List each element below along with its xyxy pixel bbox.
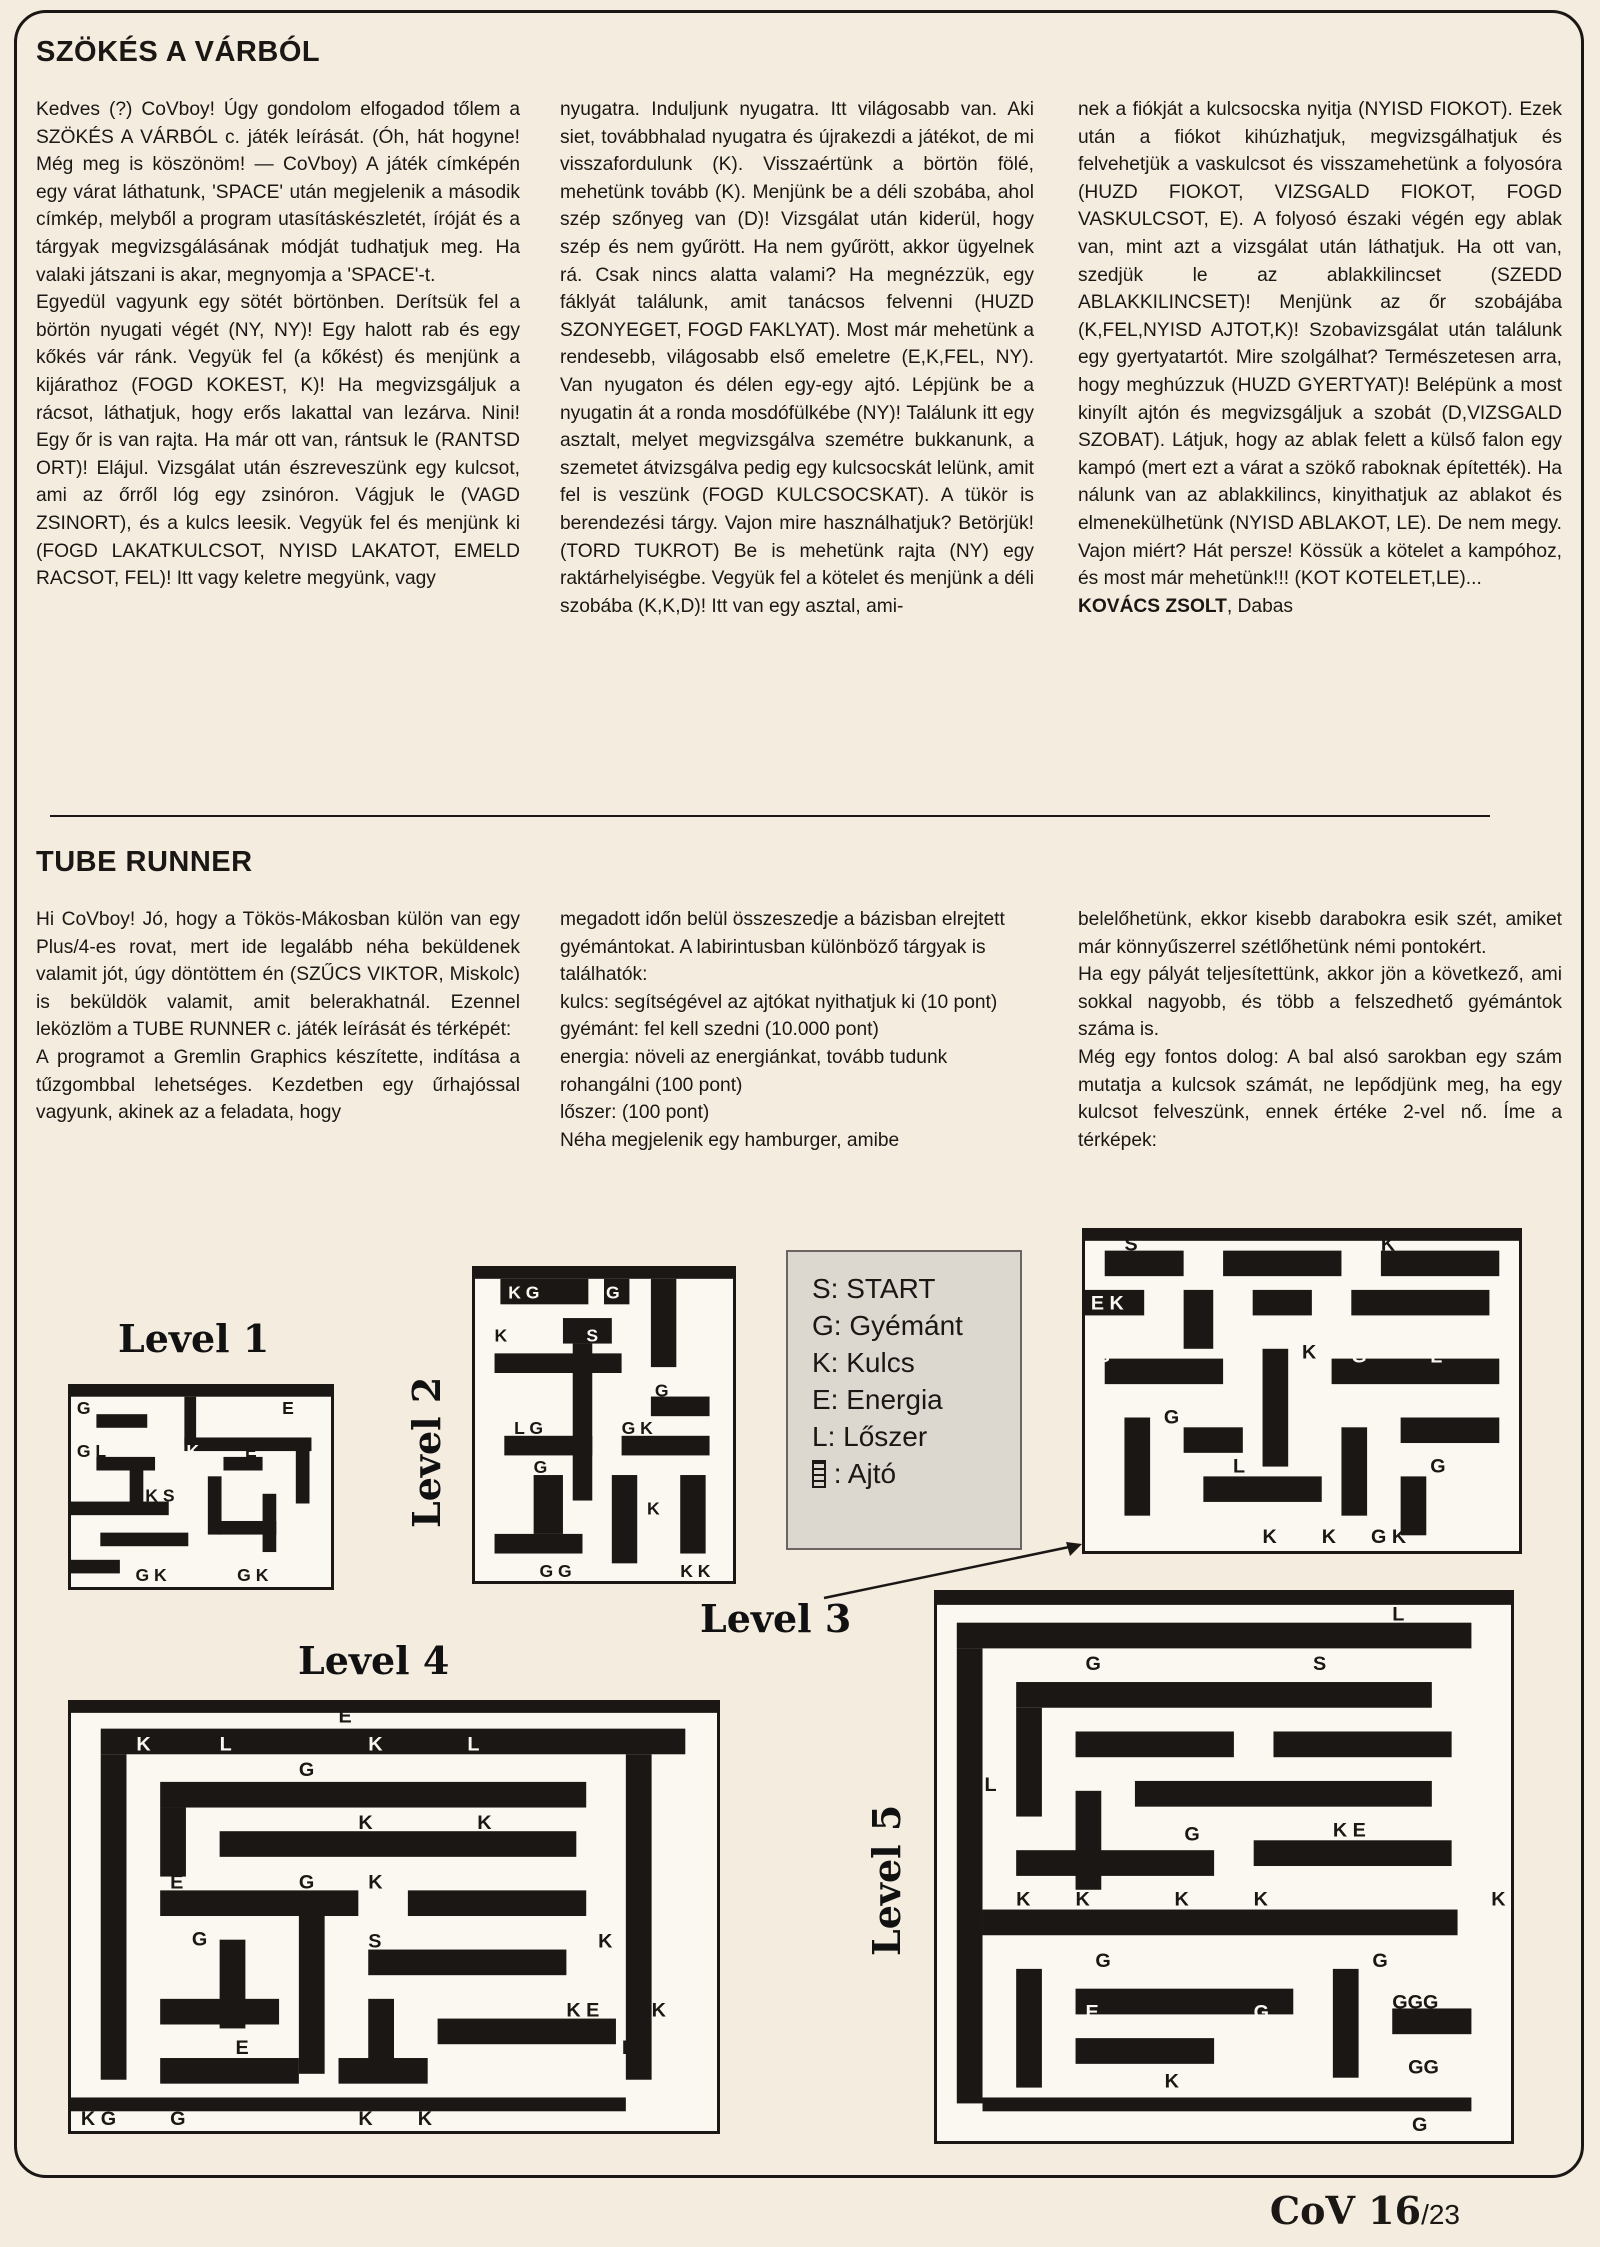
map-legend (786, 1250, 1022, 1550)
level-3-map (1082, 1228, 1522, 1554)
svg-text:S: S (368, 1930, 382, 1953)
legend-key: K: Kulcs (812, 1347, 915, 1378)
svg-text:G: G (1372, 1949, 1388, 1972)
svg-text:G: G (170, 2108, 186, 2131)
svg-text:K K: K K (680, 1561, 711, 1581)
author-place: , Dabas (1226, 595, 1294, 617)
svg-text:L: L (1430, 1345, 1443, 1368)
article1-column-1 (36, 96, 520, 593)
article1-column-3 (1078, 96, 1562, 620)
svg-text:L: L (219, 1733, 232, 1756)
svg-text:K: K (368, 1871, 383, 1894)
svg-text:G: G (1412, 2114, 1428, 2137)
legend-door: : Ajtó (812, 1455, 1020, 1492)
article1-column-2 (560, 96, 1034, 620)
svg-text:E: E (654, 1282, 667, 1303)
level-4-label: Level 4 (298, 1638, 450, 1683)
svg-text:E: E (244, 1440, 257, 1461)
item-list-entry: gyémánt: fel kell szedni (10.000 pont) (560, 1019, 879, 1041)
svg-text:G L: G L (76, 1440, 107, 1461)
svg-text:E: E (170, 1871, 184, 1894)
level-1-label: Level 1 (118, 1316, 270, 1361)
svg-text:K: K (647, 1498, 660, 1519)
legend-energy: E: Energia (812, 1384, 943, 1415)
svg-text:K: K (1174, 1888, 1189, 1911)
svg-text:S: S (586, 1325, 599, 1346)
svg-text:E: E (282, 1398, 294, 1419)
svg-text:G K: G K (621, 1417, 653, 1438)
svg-text:G: G (1094, 1345, 1111, 1368)
svg-text:K G: K G (508, 1282, 540, 1303)
svg-text:G K: G K (135, 1565, 167, 1586)
legend-ammo: L: Lőszer (812, 1421, 928, 1452)
level-5-map (934, 1590, 1514, 2144)
svg-text:E: E (1292, 1294, 1306, 1317)
level-2-map (472, 1266, 736, 1584)
article-title-szokes: SZÖKÉS A VÁRBÓL (36, 36, 321, 68)
svg-text:E K: E K (1090, 1292, 1124, 1315)
paragraph: Ha egy pályát teljesítettünk, akkor jön a következő, ami sokkal nagyobb, és több a felszedhető gyémántok száma is. (1078, 964, 1562, 1041)
svg-text:K: K (651, 1999, 666, 2022)
paragraph: nyugatra. Induljunk nyugatra. Itt világosabb van. Aki siet, továbbhalad nyugatra és újrakezdi a játékot, de mi visszafordulunk (K). Visszaértünk a börtön fölé, mehetünk tovább (K). Menjünk be a déli szobába, ahol szép szőnyeg van (D)! Vizsgálat után kiderül, hogy szép és nem gyűrött. Ha nem gyűrött, akkor ügyelnek rá. Csak nincs alatta valami? Ha megnézzük, egy fáklyát találunk, amit tanácsos felvenni (HUZD SZONYEGET, FOGD FAKLYAT). Most már mehetünk a rendesebb, világosabb első emeletre (E,K,FEL, NY). Van nyugaton és délen egy-egy ajtó. Lépjünk be a nyugatin át a ronda mosdófülkébe (NY)! Találunk itt egy asztalt, melyet megvizsgálva szemétre bukkanunk, a szemetet átvizsgálva pedig egy kulcsocskát lelünk, amit fel is veszünk (FOGD KULCSOCSKAT). A tükör is berendezési tárgy. Vajon mire használhatjuk? Betörjük! (TORD TUKROT) Be is mehetünk rajta (NY) egy raktárhelyiségbe. Vegyük fel a kötelet és menjünk a déli szobába (K,K,D)! Itt van egy asztal, ami- (560, 99, 1034, 617)
svg-text:K: K (477, 1812, 492, 1835)
paragraph: Egyedül vagyunk egy sötét börtönben. Derítsük fel a börtön nyugati végét (NY, NY)! Egy halott rab és egy kőkés vár ránk. Vegyük fel (a kőkést) és menjünk a kijárathoz (FOGD KOKEST, K)! Ha megvizsgáljuk a rácsot, láthatjuk, hogy erős lakattal van lezárva. Nini! Egy őr is van rajta. Ha már ott van, rántsuk le (RANTSD ORT)! Elájul. Vizsgálat után észreveszünk egy kulcsot, ami az őrről lóg egy zsinóron. Vágjuk le (VAGD ZSINORT), és a kulcs leesik. Vegyük fel és menjünk ki (FOGD LAKATKULCSOT, NYISD LAKATOT, EMELD RACSOT, FEL)! Itt vagy keletre megyünk, vagy (36, 292, 520, 590)
svg-text:GGG: GGG (1392, 1991, 1439, 2014)
svg-text:G: G (191, 1928, 208, 1951)
legend-start: S: START (812, 1273, 936, 1304)
svg-text:G: G (1351, 1345, 1367, 1368)
paragraph-text: nek a fiókját a kulcsocska nyitja (NYISD FIOKOT). Ezek után a fiókot kihúzhatjuk, megvizsgálhatjuk és felvehetjük a vaskulcsot és visszamehetünk a folyosóra (HUZD FIOKOT, VIZSGALD FIOKOT, FOGD VASKULCSOT, E). A folyosó északi végén egy ablak van, mint azt a vizsgálat után láthatjuk. Ha ott van, szedjük le az ablakkilincset (SZEDD ABLAKKILINCSET)! Menjünk az őr szobájába (K,FEL,NYISD AJTOT,K)! Szobavizsgálat után találunk egy gyertyatartót. Mire szolgálhat? Természetesen arra, hogy meghúzzuk (HUZD GYERTYAT)! Belépünk a most kinyílt ajtón és megvizsgáljuk a szobát (D,VIZSGALD SZOBAT). Látjuk, hogy az ablak felett a külső falon egy kampó (mert ezt a várat a szökő raboknak építették). Ha nálunk van az ablakkilincs, kinyithatjuk az ablakot és elmenekülhetünk (NYISD ABLAKOT, LE). De nem megy. Vajon miért? Hát persze! Kössük a kötelet a kampóhoz, és most már mehetünk!!! (KOT KOTELET,LE)... (1078, 99, 1562, 590)
level-2-label: Level 2 (404, 1376, 449, 1528)
svg-text:K: K (1302, 1341, 1317, 1364)
paragraph (1078, 96, 1562, 620)
page-number: /23 (1421, 2199, 1460, 2230)
level-4-map (68, 1700, 720, 2134)
svg-text:G: G (1085, 1653, 1101, 1676)
magazine-issue: CoV 16 (1269, 2188, 1422, 2233)
svg-text:K: K (621, 2037, 637, 2060)
page-footer (1270, 2188, 1460, 2233)
item-list-entry: lőszer: (100 pont) (560, 1102, 710, 1124)
svg-text:K: K (1164, 2070, 1179, 2093)
level-1-map (68, 1384, 334, 1590)
svg-text:G K: G K (237, 1565, 269, 1586)
paragraph: Néha megjelenik egy hamburger, amibe (560, 1129, 900, 1151)
svg-text:K S: K S (145, 1485, 175, 1506)
svg-text:K: K (358, 2108, 373, 2131)
svg-text:K: K (1075, 1888, 1090, 1911)
svg-text:G: G (1163, 1406, 1180, 1429)
svg-text:G: G (1184, 1823, 1200, 1846)
svg-text:E: E (1085, 2001, 1099, 2024)
svg-text:K: K (1253, 1888, 1268, 1911)
svg-text:G K: G K (1371, 1526, 1407, 1549)
svg-text:K: K (602, 1733, 617, 1756)
paragraph: A programot a Gremlin Graphics készítette, indítása a tűzgombbal lehetséges. Kezdetben egy űrhajóssal vagyunk, akinek az a feladata, hogy (36, 1046, 520, 1124)
paragraph: megadott időn belül összeszedje a bázisban elrejtett gyémántokat. A labirintusban különböző tárgyak is találhatók: (560, 909, 1005, 986)
section-divider (50, 815, 1490, 817)
svg-text:E: E (235, 2037, 249, 2060)
svg-text:GG: GG (1408, 2056, 1439, 2079)
svg-text:K: K (494, 1325, 508, 1346)
svg-text:S: S (1124, 1233, 1138, 1256)
svg-text:K G: K G (80, 2108, 117, 2131)
svg-text:G: G (1430, 1455, 1446, 1478)
article2-column-1 (36, 906, 520, 1127)
article2-column-2 (560, 906, 1034, 1154)
legend-gem: G: Gyémánt (812, 1310, 963, 1341)
svg-text:K: K (417, 2108, 433, 2131)
svg-text:L: L (984, 1773, 997, 1796)
level-3-label: Level 3 (700, 1596, 852, 1641)
svg-text:S: S (1313, 1653, 1327, 1676)
svg-text:E: E (338, 1705, 352, 1728)
svg-text:L: L (1232, 1455, 1245, 1478)
svg-text:K: K (598, 1930, 613, 1953)
article-title-tube-runner: TUBE RUNNER (36, 846, 253, 878)
svg-text:L: L (1392, 1603, 1405, 1626)
svg-text:K: K (1016, 1888, 1031, 1911)
svg-text:G G: G G (539, 1561, 572, 1581)
svg-text:G: G (298, 1759, 315, 1781)
svg-text:G: G (605, 1282, 620, 1303)
svg-text:K: K (1380, 1233, 1396, 1256)
author-name: KOVÁCS ZSOLT (1078, 595, 1227, 617)
item-list-entry: energia: növeli az energiánkat, tovább tudunk rohangálni (100 pont) (560, 1046, 948, 1096)
svg-text:K: K (368, 1733, 383, 1756)
svg-text:L G: L G (514, 1417, 544, 1438)
svg-text:G: G (76, 1398, 91, 1419)
svg-text:K E: K E (1332, 1819, 1366, 1842)
svg-text:K E: K E (566, 1999, 600, 2022)
svg-text:K: K (1491, 1888, 1506, 1911)
svg-text:K: K (136, 1733, 151, 1756)
paragraph: Kedves (?) CoVboy! Úgy gondolom elfogadod tőlem a SZÖKÉS A VÁRBÓL c. játék leírását. (Óh, hát hogyne! Még meg is köszönöm! — CoVboy) A játék címképén egy várat láthatunk, 'SPACE' után megjelenik a második címkép, melyből a program utasításkészletét, íróját és a tárgyak megvizsgálásának módját tudhatjuk meg. Ha valaki játszani is akar, megnyomja a 'SPACE'-t. (36, 99, 520, 286)
svg-text:G: G (298, 1871, 315, 1894)
paragraph: belelőhetünk, ekkor kisebb darabokra esik szét, amiket már könnyűszerrel szétlőhetünk némi pontokért. (1078, 909, 1562, 958)
svg-text:K: K (1262, 1526, 1277, 1549)
level-5-label: Level 5 (864, 1804, 909, 1956)
door-icon (812, 1460, 826, 1488)
svg-text:G: G (1095, 1949, 1111, 1972)
item-list-entry: kulcs: segítségével az ajtókat nyithatjuk ki (10 pont) (560, 991, 998, 1013)
svg-text:K: K (186, 1440, 200, 1461)
paragraph: Hi CoVboy! Jó, hogy a Tökös-Mákosban külön van egy Plus/4-es rovat, mert ide legalább néha beküldenek valamit jót, úgy döntöttem én (SZŰCS VIKTOR, Miskolc) is beküldök valamit, amit belerakhatnál. Ezennel leközlöm a TUBE RUNNER c. játék leírását és térképét: (36, 909, 520, 1041)
svg-text:G: G (533, 1457, 548, 1478)
svg-text:L: L (467, 1733, 480, 1756)
paragraph: Még egy fontos dolog: A bal alsó sarokban egy szám mutatja a kulcsok számát, ne lepődjünk meg, ha egy kulcsot felveszünk, ennek értéke 2-vel nő. Íme a térképek: (1078, 1046, 1562, 1151)
svg-text:G: G (654, 1380, 669, 1401)
svg-text:G: G (1253, 2001, 1270, 2024)
article2-column-3 (1078, 906, 1562, 1154)
svg-text:K: K (358, 1812, 373, 1835)
svg-text:K: K (1321, 1526, 1336, 1549)
